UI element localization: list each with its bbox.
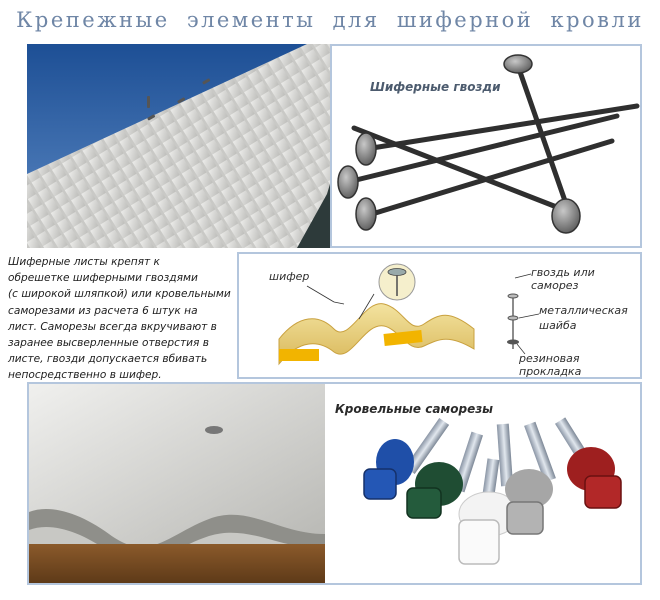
screw-head [205,426,223,434]
description-line: лист. Саморезы всегда вкручивают в [8,320,217,333]
roofing-screws-panel [27,382,642,585]
slate-label: шифер [269,270,310,283]
fastening-diagram [237,252,642,379]
page-title: Крепежные элементы для шиферной кровли [16,8,644,32]
slate-roof-photo [27,44,330,248]
description-line: саморезами из расчета 6 штук на [8,304,198,317]
description-line: заранее высверленные отверстия в [8,337,209,350]
nails-caption: Шиферные гвозди [370,80,501,94]
description-text [8,254,236,384]
description-line: Шиферные листы крепят к [8,256,160,268]
batten [279,349,319,361]
description-line: обрешетке шиферными гвоздями [8,272,198,285]
washer-label-line2: шайба [539,319,577,332]
nail-with-washer [507,294,519,349]
gasket-label: резиновая прокладка [519,352,582,378]
slate-nails-illustration [332,46,640,246]
screws-caption: Кровельные саморезы [335,402,494,416]
slate-nails-panel [330,44,642,248]
description-line: (с широкой шляпкой) или кровельными [8,288,231,301]
description-line: листе, гвозди допускается вбивать [8,353,208,366]
description-line: непосредственно в шифер. [8,369,162,382]
nail-label: гвоздь или саморез [531,266,595,292]
washer-label-line1: металлическая [539,304,628,317]
slate-roof-illustration [27,44,330,248]
diagram-illustration [239,254,640,377]
colored-screws [364,417,621,564]
